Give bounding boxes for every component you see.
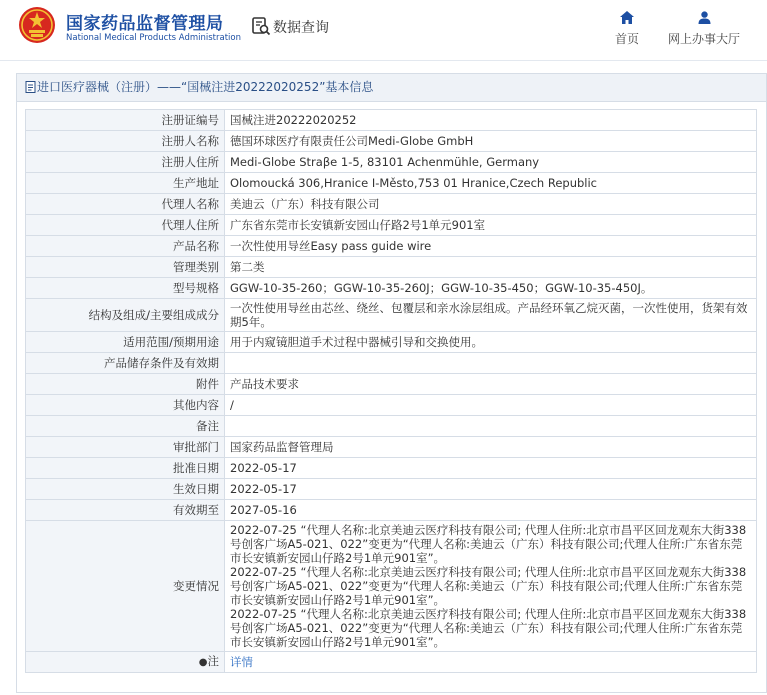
info-table [25,109,757,673]
table-row [26,278,757,299]
field-value: 广东省东莞市长安镇新安园山仔路2号1单元901室 [225,215,757,236]
document-icon [25,81,36,93]
field-value: 第二类 [225,257,757,278]
field-value: 2027-05-16 [225,500,757,521]
field-value: / [225,395,757,416]
field-label [26,652,225,673]
user-icon [698,11,711,24]
field-label: 注册人名称 [26,131,225,152]
note-label: 注 [207,654,219,668]
field-value: 德国环球医疗有限责任公司Medi-Globe GmbH [225,131,757,152]
table-row [26,374,757,395]
field-label: 代理人住所 [26,215,225,236]
field-label: 注册人住所 [26,152,225,173]
table-row [26,521,757,652]
field-value: 一次性使用导丝Easy pass guide wire [225,236,757,257]
field-value: 产品技术要求 [225,374,757,395]
nav-home[interactable] [612,11,642,47]
field-label: 批准日期 [26,458,225,479]
site-header [0,0,767,61]
field-value: 2022-05-17 [225,458,757,479]
table-row [26,395,757,416]
field-label: 代理人名称 [26,194,225,215]
device-info-panel [16,73,767,693]
field-value: 2022-05-17 [225,479,757,500]
field-label: 生产地址 [26,173,225,194]
table-row [26,152,757,173]
field-value [225,416,757,437]
table-row [26,173,757,194]
pin-icon: ● [198,657,208,668]
table-row [26,500,757,521]
nav-online-office-label: 网上办事大厅 [667,32,740,46]
field-label: 其他内容 [26,395,225,416]
field-label: 备注 [26,416,225,437]
table-row [26,479,757,500]
field-label: 变更情况 [26,521,225,652]
table-row [26,194,757,215]
field-label: 审批部门 [26,437,225,458]
table-row [26,416,757,437]
field-label: 管理类别 [26,257,225,278]
field-label: 产品名称 [26,236,225,257]
table-row [26,299,757,332]
field-label: 适用范围/预期用途 [26,332,225,353]
panel-title: 进口医疗器械（注册）——“国械注进20222020252”基本信息 [37,80,374,94]
site-logo-title[interactable]: 国家药品监督管理局 [66,14,224,34]
table-row [26,131,757,152]
field-value [225,652,757,673]
change-history-value: 2022-07-25 “代理人名称:北京美迪云医疗科技有限公司; 代理人住所:北京市昌平区回龙观东大街338号创客广场A5-021、022”变更为“代理人名称:美迪云（广东）科技有限公司;代理人住所:广东省东莞市长安镇新安园山仔路2号1单元901室”。 2022-07-25 “代理人名称:北京美迪云医疗科技有限公司; 代理人住所:北京市昌平区回龙观东大街338号创客广场A5-021、022”变更为“代理人名称:美迪云（广东）科技有限公司;代理人住所:广东省东莞市长安镇新安园山仔路2号1单元901室”。 2022-07-25 “代理人名称:北京美迪云医疗科技有限公司; 代理人住所:北京市昌平区回龙观东大街338号创客广场A5-021、022”变更为“代理人名称:美迪云（广东）科技有限公司;代理人住所:广东省东莞市长安镇新安园山仔路2号1单元901室”。 [225,521,757,652]
table-row [26,215,757,236]
field-value: 一次性使用导丝由芯丝、绕丝、包覆层和亲水涂层组成。产品经环氧乙烷灭菌，一次性使用，货架有效期5年。 [225,299,757,332]
nav-online-office[interactable] [664,11,744,47]
table-row [26,257,757,278]
panel-title-bar [17,74,766,102]
home-icon [620,11,634,24]
field-label: 注册证编号 [26,110,225,131]
field-value: 国械注进20222020252 [225,110,757,131]
table-row [26,458,757,479]
table-row [26,110,757,131]
table-row [26,332,757,353]
field-value: GGW-10-35-260；GGW-10-35-260J；GGW-10-35-450；GGW-10-35-450J。 [225,278,757,299]
field-value: 美迪云（广东）科技有限公司 [225,194,757,215]
field-label: 产品储存条件及有效期 [26,353,225,374]
field-label: 型号规格 [26,278,225,299]
field-value [225,353,757,374]
table-row [26,652,757,673]
national-emblem-icon [18,6,56,44]
field-value: 用于内窥镜胆道手术过程中器械引导和交换使用。 [225,332,757,353]
field-label: 附件 [26,374,225,395]
table-row [26,353,757,374]
details-link[interactable]: 详情 [230,655,253,669]
data-query-icon[interactable] [251,16,271,36]
field-label: 有效期至 [26,500,225,521]
field-value: Medi-Globe Straβe 1-5, 83101 Achenmühle, Germany [225,152,757,173]
data-query-link[interactable]: 数据查询 [273,20,329,36]
field-label: 生效日期 [26,479,225,500]
table-row [26,437,757,458]
field-label: 结构及组成/主要组成成分 [26,299,225,332]
field-value: Olomoucká 306,Hranice I-Město,753 01 Hranice,Czech Republic [225,173,757,194]
table-row [26,236,757,257]
field-value: 国家药品监督管理局 [225,437,757,458]
nav-home-label: 首页 [614,32,639,46]
site-logo-subtitle: National Medical Products Administration [66,33,241,43]
